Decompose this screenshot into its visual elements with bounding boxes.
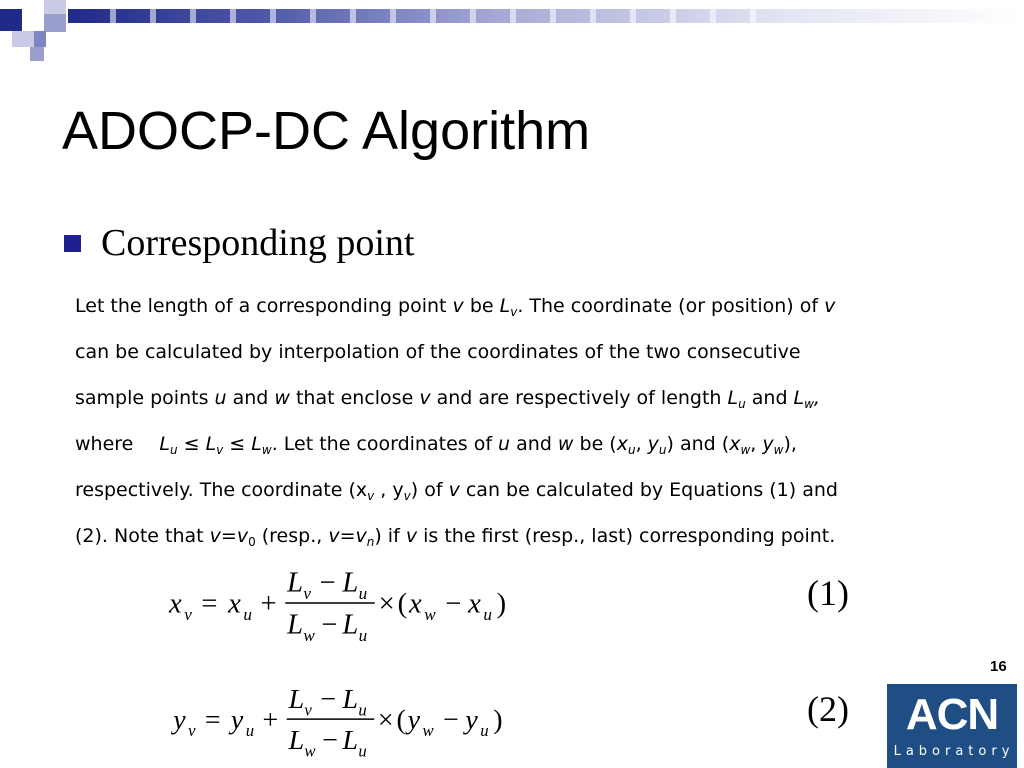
eq-sub: u bbox=[358, 626, 368, 643]
text: can be calculated by interpolation of the coordinates of the two consecutive bbox=[75, 341, 801, 363]
text: and bbox=[226, 387, 275, 409]
text: , bbox=[635, 433, 648, 455]
bullet-square-icon bbox=[64, 235, 81, 252]
acn-laboratory-logo bbox=[887, 684, 1017, 768]
text: . The coordinate (or position) of bbox=[517, 295, 825, 317]
text: , bbox=[813, 387, 821, 409]
subscript: u bbox=[169, 443, 178, 457]
eq-plus: + bbox=[262, 704, 279, 736]
paragraph-line-2 bbox=[75, 329, 1020, 375]
eq-equals: = bbox=[201, 588, 218, 620]
banner-tick bbox=[390, 9, 396, 23]
text: ) if bbox=[374, 525, 406, 547]
var: v bbox=[328, 525, 340, 547]
text: ) of bbox=[410, 479, 449, 501]
var: y bbox=[762, 433, 774, 455]
eq-term: x bbox=[228, 588, 241, 620]
paragraph-line-6 bbox=[75, 513, 1020, 559]
eq-minus: − bbox=[320, 683, 336, 715]
var: x bbox=[729, 433, 741, 455]
text: (resp., bbox=[255, 525, 329, 547]
text: Let the length of a corresponding point bbox=[75, 295, 453, 317]
var: L bbox=[793, 387, 805, 409]
var: x bbox=[616, 433, 628, 455]
paragraph-line-5 bbox=[75, 467, 1020, 513]
equation-number-2: (2) bbox=[807, 689, 849, 729]
var: v bbox=[448, 479, 460, 501]
text: . Let the coordinates of bbox=[271, 433, 499, 455]
paragraph-line-4 bbox=[75, 421, 1020, 467]
eq-rparen: ) bbox=[493, 704, 503, 736]
banner-square bbox=[34, 31, 46, 47]
equation-number-1: (1) bbox=[807, 573, 849, 613]
text: that enclose bbox=[289, 387, 420, 409]
var: L bbox=[159, 433, 170, 455]
subscript: w bbox=[261, 443, 272, 457]
eq-sub: v bbox=[184, 605, 192, 625]
eq-sub: w bbox=[424, 605, 436, 625]
subscript: v bbox=[510, 305, 518, 319]
eq-term: y bbox=[230, 704, 244, 736]
eq-times: × bbox=[378, 588, 395, 620]
subscript: u bbox=[658, 443, 667, 457]
text: and bbox=[510, 433, 558, 455]
text: is the first (resp., last) corresponding point. bbox=[417, 525, 836, 547]
eq-plus: + bbox=[260, 588, 277, 620]
eq-minus: − bbox=[443, 704, 459, 736]
var: L bbox=[499, 295, 511, 317]
eq-minus: − bbox=[322, 724, 338, 756]
banner-square bbox=[12, 31, 34, 47]
text: can be calculated by Equations (1) and bbox=[459, 479, 838, 501]
text: respectively. The coordinate (x bbox=[75, 479, 368, 501]
banner-square bbox=[44, 0, 66, 14]
subscript: w bbox=[804, 397, 814, 411]
paragraph-line-1 bbox=[75, 283, 1020, 329]
text: be ( bbox=[573, 433, 617, 455]
eq-minus: − bbox=[319, 567, 336, 599]
var: v bbox=[452, 295, 464, 317]
banner-tick bbox=[110, 9, 116, 23]
eq-lhs: x bbox=[169, 588, 182, 620]
var: w bbox=[274, 387, 290, 409]
banner-square bbox=[22, 9, 44, 31]
banner-tick bbox=[710, 9, 716, 23]
subscript: w bbox=[740, 443, 751, 457]
banner-gradient-bar bbox=[68, 9, 1024, 23]
var: y bbox=[647, 433, 659, 455]
eq-sub: u bbox=[245, 720, 255, 740]
eq-den-b: L bbox=[342, 724, 359, 756]
banner-tick bbox=[230, 9, 236, 23]
eq-rparen: ) bbox=[496, 588, 507, 620]
banner-tick bbox=[470, 9, 476, 23]
eq-num-a: L bbox=[288, 683, 305, 715]
subscript: u bbox=[738, 397, 746, 411]
eq-minus: − bbox=[321, 609, 338, 641]
text: sample points bbox=[75, 387, 215, 409]
text: , y bbox=[374, 479, 404, 501]
banner-tick bbox=[550, 9, 556, 23]
var: v bbox=[209, 525, 221, 547]
banner-tick bbox=[190, 9, 196, 23]
text: ) and ( bbox=[666, 433, 730, 455]
eq-sub: w bbox=[422, 720, 434, 740]
banner-square bbox=[0, 9, 22, 31]
var: v bbox=[824, 295, 836, 317]
banner-tick bbox=[630, 9, 636, 23]
text: and are respectively of length bbox=[430, 387, 728, 409]
banner-tick bbox=[430, 9, 436, 23]
text: , bbox=[750, 433, 763, 455]
paragraph bbox=[75, 283, 1020, 559]
text: = bbox=[339, 525, 356, 547]
text: be bbox=[463, 295, 500, 317]
eq-num-b: L bbox=[342, 683, 359, 715]
var: v bbox=[419, 387, 431, 409]
equation-1 bbox=[160, 563, 540, 643]
var: v bbox=[355, 525, 367, 547]
eq-lhs: y bbox=[173, 704, 186, 736]
subscript: v bbox=[216, 443, 224, 457]
eq-den-b: L bbox=[342, 609, 359, 641]
eq-f-b: x bbox=[468, 588, 481, 620]
eq-sub: v bbox=[303, 584, 311, 604]
eq-lparen: ( bbox=[396, 704, 406, 736]
var: v bbox=[405, 525, 418, 547]
paragraph-line-3 bbox=[75, 375, 1020, 421]
top-banner bbox=[0, 0, 1024, 62]
eq-lparen: ( bbox=[397, 588, 408, 620]
eq-sub: u bbox=[358, 700, 367, 720]
var: L bbox=[727, 387, 739, 409]
var: L bbox=[205, 433, 217, 455]
eq-sub: u bbox=[480, 720, 489, 740]
slide-title: ADOCP-DC Algorithm bbox=[62, 101, 591, 161]
eq-sub: u bbox=[358, 741, 367, 760]
subscript: u bbox=[627, 443, 636, 457]
banner-square bbox=[44, 14, 66, 32]
eq-sub: u bbox=[483, 605, 492, 625]
eq-sub: u bbox=[358, 584, 368, 604]
banner-tick bbox=[150, 9, 156, 23]
subscript: v bbox=[367, 489, 375, 503]
logo-sub-text: Laboratory bbox=[893, 744, 1015, 759]
subscript: 0 bbox=[248, 535, 256, 549]
eq-den-a: L bbox=[288, 724, 305, 756]
var: w bbox=[557, 433, 574, 455]
banner-tick bbox=[590, 9, 596, 23]
eq-sub: w bbox=[303, 626, 315, 643]
banner-tick bbox=[350, 9, 356, 23]
text: ), bbox=[783, 433, 797, 455]
eq-f-a: x bbox=[409, 588, 422, 620]
banner-tick bbox=[310, 9, 316, 23]
banner-tick bbox=[750, 9, 756, 23]
var: L bbox=[251, 433, 262, 455]
eq-sub: v bbox=[304, 700, 312, 720]
eq-f-a: y bbox=[407, 704, 421, 736]
page-number: 16 bbox=[990, 658, 1007, 675]
eq-times: × bbox=[377, 704, 394, 736]
eq-num-a: L bbox=[287, 567, 304, 599]
eq-f-b: y bbox=[465, 704, 478, 736]
subscript: w bbox=[773, 443, 784, 457]
eq-sub: u bbox=[243, 605, 252, 625]
eq-equals: = bbox=[204, 704, 221, 736]
text: ≤ bbox=[223, 433, 252, 455]
text: = bbox=[220, 525, 237, 547]
text: where bbox=[75, 433, 134, 455]
text: (2). Note that bbox=[75, 525, 210, 547]
text: ≤ bbox=[177, 433, 206, 455]
bullet-row bbox=[64, 218, 414, 268]
banner-tick bbox=[510, 9, 516, 23]
banner-tick bbox=[670, 9, 676, 23]
var: u bbox=[498, 433, 511, 455]
var: v bbox=[236, 525, 249, 547]
text: and bbox=[745, 387, 794, 409]
eq-sub: v bbox=[188, 720, 196, 740]
subscript: n bbox=[366, 535, 375, 549]
var: u bbox=[214, 387, 227, 409]
banner-tick bbox=[270, 9, 276, 23]
logo-main-text: ACN bbox=[905, 690, 999, 739]
equation-2 bbox=[160, 680, 540, 760]
eq-den-a: L bbox=[287, 609, 304, 641]
eq-minus: − bbox=[445, 588, 462, 620]
bullet-text: Corresponding point bbox=[101, 222, 415, 264]
banner-square bbox=[30, 47, 44, 61]
subscript: v bbox=[403, 489, 411, 503]
eq-sub: w bbox=[304, 741, 316, 760]
eq-num-b: L bbox=[342, 567, 359, 599]
